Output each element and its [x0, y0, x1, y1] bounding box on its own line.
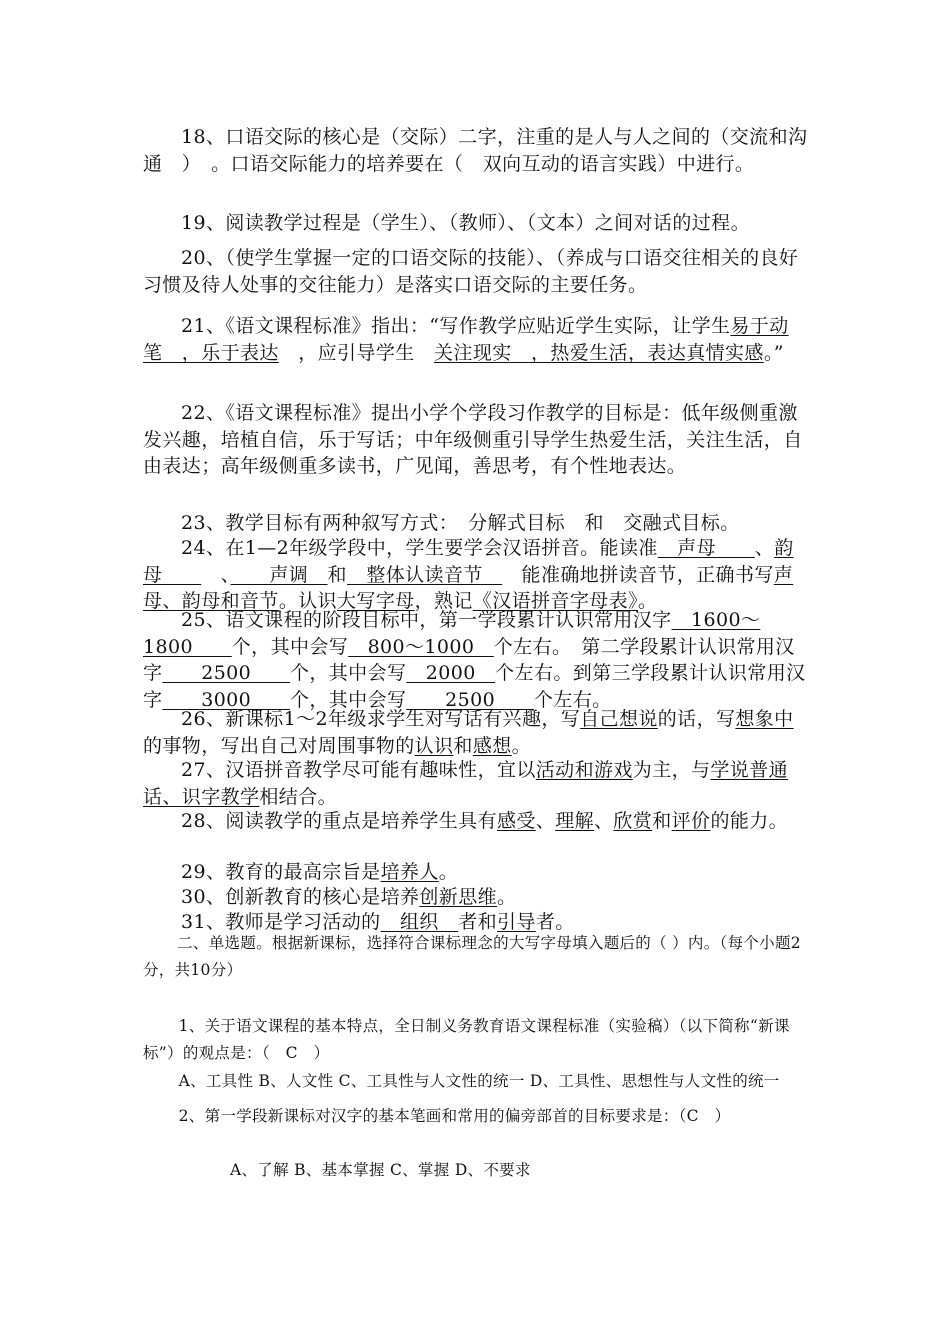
mc-question-1-options: A、工具性 B、人文性 C、工具性与人文性的统一 D、工具性、思想性与人文性的统一 [178, 1072, 780, 1090]
question-30: 30、创新教育的核心是培养创新思维。 [181, 886, 517, 908]
question-29: 29、教育的最高宗旨是培养人。 [181, 861, 459, 883]
question-23: 23、教学目标有两种叙写方式： 分解式目标 和 交融式目标。 [181, 512, 740, 534]
mc-question-2-options: A、了解 B、基本掌握 C、掌握 D、不要求 [230, 1161, 531, 1179]
question-19: 19、阅读教学过程是（学生）、（教师）、（文本）之间对话的过程。 [181, 212, 750, 234]
question-22: 22、《语文课程标准》提出小学个学段习作教学的目标是：低年级侧重激发兴趣，培植自信，乐于写话；中年级侧重引导学生热爱生活，关注生活，自由表达；高年级侧重多读书，广见闻，善思考，有个性地表达。 [143, 402, 803, 477]
question-18: 18、口语交际的核心是（交际）二字，注重的是人与人之间的（交流和沟通 ） 。口语交际能力的培养要在（ 双向互动的语言实践）中进行。 [143, 126, 808, 175]
mc-question-1: 1、关于语文课程的基本特点，全日制义务教育语文课程标准（实验稿）（以下简称“新课标”）的观点是：（ C ） [143, 1017, 790, 1062]
section-heading-single-choice: 二、单选题。根据新课标，选择符合课标理念的大写字母填入题后的（ ）内。（每个小题2分，共10分） [143, 934, 801, 979]
question-21: 21、《语文课程标准》指出：“写作教学应贴近学生实际，让学生易于动笔 ，乐于表达 ，应引导学生 关注现实 ，热爱生活，表达真情实感。” [143, 315, 789, 364]
question-28: 28、阅读教学的重点是培养学生具有感受、理解、欣赏和评价的能力。 [181, 810, 789, 832]
question-27: 27、汉语拼音教学尽可能有趣味性，宜以活动和游戏为主，与学说普通话、识字教学相结合。 [143, 759, 789, 808]
question-20: 20、（使学生掌握一定的口语交际的技能）、（养成与口语交往相关的良好习惯及待人处事的交往能力）是落实口语交际的主要任务。 [143, 247, 799, 296]
question-26: 26、新课标1～2年级求学生对写话有兴趣，写自己想说的话，写想象中的事物，写出自己对周围事物的认识和感想。 [143, 708, 794, 757]
question-24: 24、在1—2年级学段中，学生要学会汉语拼音。能读准 声母 、韵母 、 声调 和 整体认读音节 能准确地拼读音节，正确书写声母、韵母和音节。认识大写字母，熟记《汉语拼音字母表》。 [143, 537, 794, 612]
mc-question-2: 2、第一学段新课标对汉字的基本笔画和常用的偏旁部首的目标要求是：（C ） [178, 1107, 731, 1125]
question-31: 31、教师是学习活动的 组织 者和引导者。 [181, 911, 575, 933]
question-25: 25、语文课程的阶段目标中，第一学段累计认识常用汉字 1600～1800 个，其中会写 800～1000 个左右。 第二学段累计认识常用汉字 2500 个，其中会写 2000 个左右。到第三学段累计认识常用汉字 3000 个，其中会写 2500 个左右。 [143, 609, 806, 711]
